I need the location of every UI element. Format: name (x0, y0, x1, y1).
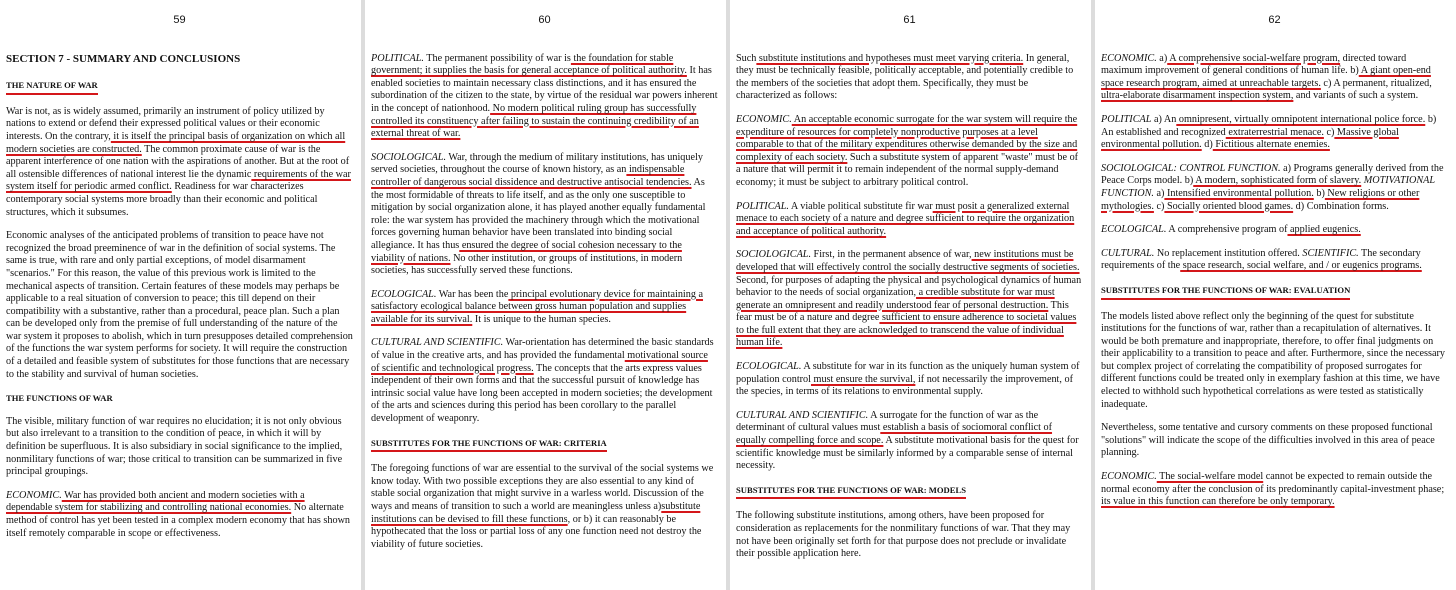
highlighted-text: ensured the degree of social cohesion necessary to the viability of nations. (371, 239, 682, 264)
highlighted-text: New religions or other mythologies. (1101, 187, 1420, 212)
highlighted-text: applied eugenics. (1287, 224, 1361, 236)
highlighted-text: Massive global environmental pollution. (1101, 126, 1399, 151)
highlighted-text: the foundation for stable government; it supplies the basis for general acceptance of political authority. (371, 52, 687, 77)
highlighted-text: motivational source of scientific and technological progress. (371, 350, 708, 374)
highlighted-text: No modern political ruling group has successfully controlled its constituency after failing to sustain the continuing credibility of an external threat of war. (371, 102, 699, 140)
highlighted-text: Fictitious alternate enemies. (1212, 139, 1330, 151)
highlighted-text: sufficient to ensure adherence to societal values to the full extent that they are acknowledged to transcend the value of individual human life. (736, 312, 1077, 349)
paragraph: The visible, military function of war requires no elucidation; it is not only obvious but also irrelevant to a transition to the condition of peace, in which it will by definition be superfluous. It is also subsidiary in social significance to the implied, nonmilitary functions of war; those critical to transition can be summarized in five principal groupings. (6, 415, 343, 478)
heading-evaluation: SUBSTITUTES FOR THE FUNCTIONS OF WAR: EVALUATION (1101, 284, 1448, 300)
paragraph: POLITICAL. The permanent possibility of war is the foundation for stable government; it supplies the basis for general acceptance of political authority. It has enabled societies to maintain necessary class distinctions, and it has ensured the subordination of the citizen to the state, by virtue of the residual war powers inherent in the concept of nationhood. No modern political ruling group has successfully controlled its constituency after failing to sustain the continuing credibility of an external threat of war. (371, 52, 718, 140)
paragraph: SOCIOLOGICAL: CONTROL FUNCTION. a) Programs generally derived from the Peace Corps model. b) A modern, sophisticated form of slavery. MOTIVATIONAL FUNCTION. a) Intensified environmental pollution. b) New religions or other mythologies. c) Socially oriented blood games. d) Combination forms. (1101, 162, 1444, 212)
highlighted-text: substitute institutions can be devised to fill these functions (371, 501, 701, 525)
highlighted-text: it is itself the principal basis of organization on which all modern societies are constructed. (6, 130, 346, 155)
highlighted-text: new institutions must be developed that will effectively control the socially destructive segments of societies. (736, 249, 1080, 273)
paragraph: ECONOMIC. a) A comprehensive social-welfare program, directed toward maximum improvement of general conditions of human life. b) A giant open-end space research program, aimed at unreachable targets. c) A permanent, ritualized, ultra-elaborate disarmament inspection system, and variants of such a system. (1101, 52, 1432, 102)
page-62 (1095, 0, 1456, 590)
paragraph: Such substitute institutions and hypotheses must meet varying criteria. In general, they must be technically feasible, politically acceptable, and potentially credible to the members of the societies that adopt them. Specifically, they must be characterized as follows: (736, 52, 1074, 102)
highlighted-text: requirements of the war system itself for periodic armed conflict. (6, 168, 351, 193)
page-60 (365, 0, 726, 590)
highlighted-text: Intensified environmental pollution. (1164, 187, 1314, 199)
paragraph: The foregoing functions of war are essential to the survival of the social systems we know today. With two possible exceptions they are also essential to any kind of stable social organization that might survive in a warless world. Discussion of the ways and means of transition to such a world are meaningless unless a)substitute institutions can be devised to fill these functions, or b) it can reasonably be hypothecated that the loss or partial loss of any one function need not destroy the viability of future societies. (371, 463, 714, 550)
highlighted-text: extraterrestrial menace. (1225, 126, 1324, 138)
paragraph: CULTURAL AND SCIENTIFIC. War-orientation has determined the basic standards of value in the creative arts, and has provided the fundamental motivational source of scientific and technological progress. The concepts that the arts express values independent of their own forms and that the successful pursuit of knowledge has intrinsic social value have long been accepted in modern societies; the development of the arts and sciences during this period has been corollary to the parallel development of weaponry. (371, 337, 714, 425)
highlighted-text: its value in this function can therefore be only temporary. (1101, 496, 1335, 508)
paragraph: Economic analyses of the anticipated problems of transition to peace have not recognized the broad preeminence of war in the definition of social systems. The same is true, with rare and only partial exceptions, of model disarmament "scenarios." For this reason, the value of this previous work is limited to the mechanical aspects of transition. Certain features of these models may perhaps be applicable to a real situation of conversion to peace; this till depend on their compatibility with a substantive, rather than a procedural, peace plan. Such a plan can be developed only from the premise of full understanding of the nature of the war system it proposes to abolish, which in turn presupposes detailed comprehension of the functions the war system performs for society. It will require the construction of a detailed and feasible system of substitutes for those functions that are necessary to the stability and survival of human societies. (6, 230, 353, 380)
heading-models: SUBSTITUTES FOR THE FUNCTIONS OF WAR: MODELS (736, 484, 1083, 500)
highlighted-text: substitute institutions and hypotheses must meet varying criteria. (756, 52, 1024, 64)
highlighted-text: must posit a generalized external menace to each society of a nature and degree sufficient to require the organization and acceptance of political authority. (736, 200, 1075, 237)
paragraph: POLITICAL a) An omnipresent, virtually omnipotent international police force. b) An established and recognized extraterrestrial menace. c) Massive global environmental pollution. d) Fictitious alternate enemies. (1101, 113, 1437, 151)
highlighted-text: ultra-elaborate disarmament inspection system, (1101, 90, 1294, 102)
paragraph: ECOLOGICAL. A substitute for war in its function as the uniquely human system of population control must ensure the survival, if not necessarily the improvement, of the species, in terms of its relations to environmental supply. (736, 361, 1080, 398)
section-title: SECTION 7 - SUMMARY AND CONCLUSIONS (6, 52, 241, 65)
highlighted-text: A comprehensive social-welfare program, (1167, 52, 1341, 64)
highlighted-text: A modern, sophisticated form of slavery. (1193, 175, 1362, 187)
highlighted-text: The social-welfare model (1156, 471, 1264, 483)
highlighted-text: indispensable controller of dangerous social dissidence and destructive antisocial tendencies. (371, 164, 692, 188)
highlighted-text: space research, social welfare, and / or eugenics programs. (1180, 260, 1422, 272)
paragraph: War is not, as is widely assumed, primarily an instrument of policy utilized by nations to extend or defend their expressed political values or their economic interests. On the contrary, it is itself the principal basis of organization on which all modern societies are constructed. The common proximate cause of war is the apparent interference of one nation with the aspirations of another. But at the root of all ostensible differences of national interest lie the dynamic requirements of the war system itself for periodic armed conflict. Readiness for war characterizes contemporary social systems more broadly than their economic and political structures, which it subsumes. (6, 105, 351, 218)
page-number: 62 (1268, 14, 1281, 26)
paragraph: SOCIOLOGICAL. War, through the medium of military institutions, has uniquely served societies, throughout the course of known history, as an indispensable controller of dangerous social dissidence and destructive antisocial tendencies. As the most formidable of threats to life itself, and as the only one susceptible to mitigation by social organization alone, it has played another equally fundamental role: the war system has provided the machinery through which the motivational forces governing human behavior have been translated into binding social allegiance. It has thus ensured the degree of social cohesion necessary to the viability of nations. No other institution, or groups of institutions, in modern societies, has successfully served these functions. (371, 151, 706, 277)
highlighted-text: principal evolutionary device for maintaining a satisfactory ecological balance between gross human population and supplies available for its survival. (371, 288, 704, 325)
page-59 (0, 0, 361, 590)
highlighted-text: Socially oriented blood games. (1164, 200, 1294, 212)
page-number: 60 (538, 14, 551, 26)
paragraph: POLITICAL. A viable political substitute fir war must posit a generalized external menace to each society of a nature and degree sufficient to require the organization and acceptance of political authority. (736, 200, 1075, 237)
page-61 (730, 0, 1091, 590)
heading-functions-of-war: THE FUNCTIONS OF WAR (6, 393, 113, 404)
highlighted-text: An acceptable economic surrogate for the war system will require the expenditure of resources for completely nonproductive purposes at a level comparable to that of the military expenditures otherwise demanded by the size and complexity of each society. (736, 113, 1078, 163)
paragraph: ECONOMIC. War has provided both ancient and modern societies with a dependable system for stabilizing and controlling national economies. No alternate method of control has yet been tested in a complex modern economy that has shown itself remotely comparable in scope or effectiveness. (6, 489, 351, 539)
paragraph: ECONOMIC. An acceptable economic surrogate for the war system will require the expenditure of resources for completely nonproductive purposes at a level comparable to that of the military expenditures otherwise demanded by the size and complexity of each society. Such a substitute system of apparent "waste" must be of a nature that will permit it to remain independent of the normal supply-demand economy; it must be subject to arbitrary political control. (736, 113, 1079, 188)
paragraph: ECOLOGICAL. War has been the principal evolutionary device for maintaining a satisfactory ecological balance between gross human population and supplies available for its survival. It is unique to the human species. (371, 288, 704, 325)
heading-criteria: SUBSTITUTES FOR THE FUNCTIONS OF WAR: CRITERIA (371, 437, 718, 453)
paragraph: ECONOMIC. The social-welfare model cannot be expected to remain outside the normal economy after the conclusion of its predominantly capital-investment phase; its value in this function can therefore be only temporary. (1101, 471, 1445, 508)
highlighted-text: War has provided both ancient and modern societies with a dependable system for stabilizing and controlling national economies. (6, 489, 305, 514)
paragraph: The models listed above reflect only the beginning of the quest for substitute institutions for the functions of war, rather than a recapitulation of alternatives. It would be both premature and inappropriate, therefore, to offer final judgments on their applicability to a transition to peace and after. Furthermore, since the necessary but complex project of correlating the compatibility of proposed surrogates for different functions could be treated only in exemplary fashion at this time, we have elected to withhold such hypothetical correlations as were tested as statistically inadequate. (1101, 310, 1445, 410)
heading-nature-of-war: THE NATURE OF WAR (6, 79, 353, 95)
page-number: 61 (903, 14, 916, 26)
highlighted-text: A giant open-end space research program, aimed at unreachable targets. (1101, 65, 1431, 89)
paragraph: ECOLOGICAL. A comprehensive program of applied eugenics. (1101, 224, 1361, 236)
highlighted-text: must ensure the survival, (810, 373, 916, 385)
paragraph: SOCIOLOGICAL. First, in the permanent absence of war, new institutions must be developed that will effectively control the socially destructive segments of societies. Second, for purposes of adapting the physical and psychological dynamics of human behavior to the needs of social organization, a credible substitute for war must generate an omnipresent and readily understood fear of personal destruction. This fear must be of a nature and degree sufficient to ensure adherence to societal values to the full extent that they are acknowledged to transcend the value of individual human life. (736, 249, 1082, 349)
paragraph: CULTURAL. No replacement institution offered. SCIENTIFIC. The secondary requirements of the space research, social welfare, and / or eugenics programs. (1101, 247, 1422, 272)
highlighted-text: establish a basis of sociomoral conflict of equally compelling force and scope. (736, 422, 1053, 447)
highlighted-text: omnipresent, virtually omnipotent international police force. (1176, 113, 1426, 125)
paragraph: The following substitute institutions, among others, have been proposed for consideration as replacements for the nonmilitary functions of war. That they may not have been originally set forth for that purpose does not preclude or invalidate their possible application here. (736, 510, 1071, 560)
paragraph: CULTURAL AND SCIENTIFIC. A surrogate for the function of war as the determinant of cultural values must establish a basis of sociomoral conflict of equally compelling force and scope. A substitute motivational basis for the quest for scientific knowledge must be similarly informed by a comparable sense of internal necessity. (736, 409, 1079, 472)
paragraph: Nevertheless, some tentative and cursory comments on these proposed functional "solutions" will indicate the scope of the difficulties involved in this area of peace planning. (1101, 422, 1435, 459)
highlighted-text: a credible substitute for war must generate an omnipresent and readily understood fear of personal destruction. (736, 287, 1055, 311)
page-number: 59 (173, 14, 186, 26)
